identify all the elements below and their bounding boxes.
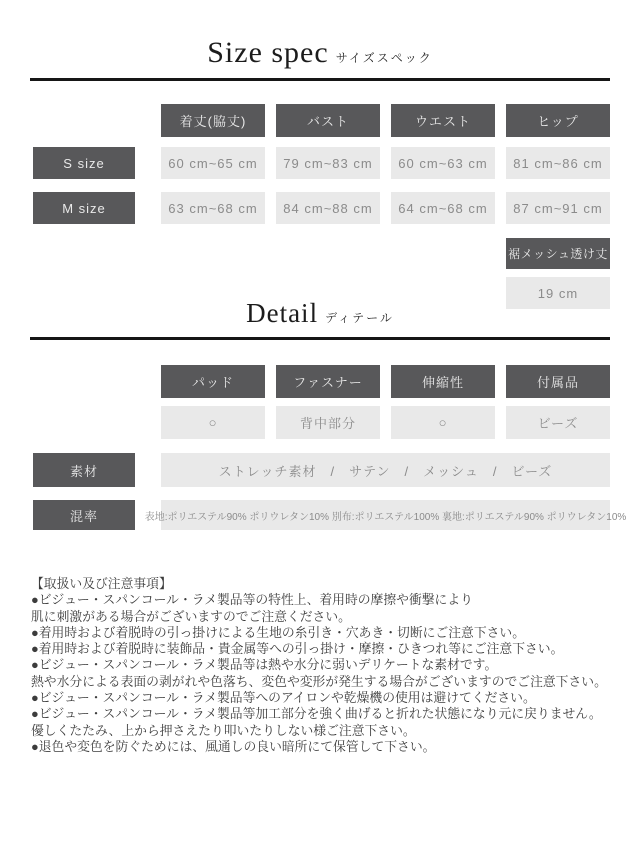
material-label-cell: 素材	[33, 453, 135, 487]
size-spec-title-en: Size spec	[207, 36, 329, 69]
note-line: 肌に刺激がある場合がございますのでご注意ください。	[31, 608, 351, 624]
divider-rule-top	[30, 78, 610, 81]
size-value-cell: 60 cm~63 cm	[391, 147, 495, 179]
note-line: ●ビジュー・スパンコール・ラメ製品等は熱や水分に弱いデリケートな素材です。	[31, 657, 498, 673]
detail-header-stretch: 伸縮性	[391, 365, 495, 398]
detail-header-fastener: ファスナー	[276, 365, 380, 398]
note-line: ●ビジュー・スパンコール・ラメ製品等加工部分を強く曲げると折れた状態になり元に戻りません。	[31, 706, 602, 722]
detail-title	[0, 298, 640, 329]
row-label-s-size: S size	[33, 147, 135, 179]
detail-value-accessory: ビーズ	[506, 406, 610, 439]
blend-label-cell: 混率	[33, 500, 135, 530]
material-value-cell: ストレッチ素材 / サテン / メッシュ / ビーズ	[161, 453, 610, 487]
handling-notes	[31, 576, 619, 755]
size-value-cell: 81 cm~86 cm	[506, 147, 610, 179]
note-line: ●退色や変色を防ぐためには、風通しの良い暗所にて保管して下さい。	[31, 738, 436, 754]
col-header-waist: ウエスト	[391, 104, 495, 137]
hem-mesh-header: 裾メッシュ透け丈	[506, 238, 610, 269]
size-spec-title-ja: サイズスペック	[335, 51, 433, 65]
col-header-length: 着丈(脇丈)	[161, 104, 265, 137]
size-value-cell: 79 cm~83 cm	[276, 147, 380, 179]
note-line: 熱や水分による表面の剥がれや色落ち、変色や変形が発生する場合がございますのでご注意下さい。	[31, 673, 607, 689]
note-line: ●ビジュー・スパンコール・ラメ製品等の特性上、着用時の摩擦や衝撃により	[31, 592, 473, 608]
detail-header-accessory: 付属品	[506, 365, 610, 398]
size-value-cell: 60 cm~65 cm	[161, 147, 265, 179]
detail-value-fastener: 背中部分	[276, 406, 380, 439]
col-header-bust: バスト	[276, 104, 380, 137]
detail-title-en: Detail	[246, 298, 319, 328]
detail-value-stretch: ○	[391, 406, 495, 439]
note-line: ●ビジュー・スパンコール・ラメ製品等へのアイロンや乾燥機の使用は避けてください。	[31, 690, 536, 706]
detail-header-pad: パッド	[161, 365, 265, 398]
size-value-cell: 64 cm~68 cm	[391, 192, 495, 224]
size-value-cell: 84 cm~88 cm	[276, 192, 380, 224]
blend-value-cell: 表地:ポリエステル90% ポリウレタン10% 別布:ポリエステル100% 裏地:ポリエステル90% ポリウレタン10%	[161, 500, 610, 530]
size-spec-title	[0, 36, 640, 70]
divider-rule-detail	[30, 337, 610, 340]
size-value-cell: 63 cm~68 cm	[161, 192, 265, 224]
detail-title-ja: ディテール	[325, 311, 394, 325]
note-line: ●着用時および着脱時に装飾品・貴金属等への引っ掛け・摩擦・ひきつれ等にご注意下さい。	[31, 641, 564, 657]
hem-mesh-value: 19 cm	[506, 277, 610, 309]
note-line: ●着用時および着脱時の引っ掛けによる生地の糸引き・穴あき・切断にご注意下さい。	[31, 624, 526, 640]
row-label-m-size: M size	[33, 192, 135, 224]
col-header-hip: ヒップ	[506, 104, 610, 137]
detail-value-pad: ○	[161, 406, 265, 439]
note-line: 優しくたたみ、上から押さえたり叩いたりしない様ご注意下さい。	[31, 722, 416, 738]
size-value-cell: 87 cm~91 cm	[506, 192, 610, 224]
notes-heading: 【取扱い及び注意事項】	[31, 576, 172, 591]
